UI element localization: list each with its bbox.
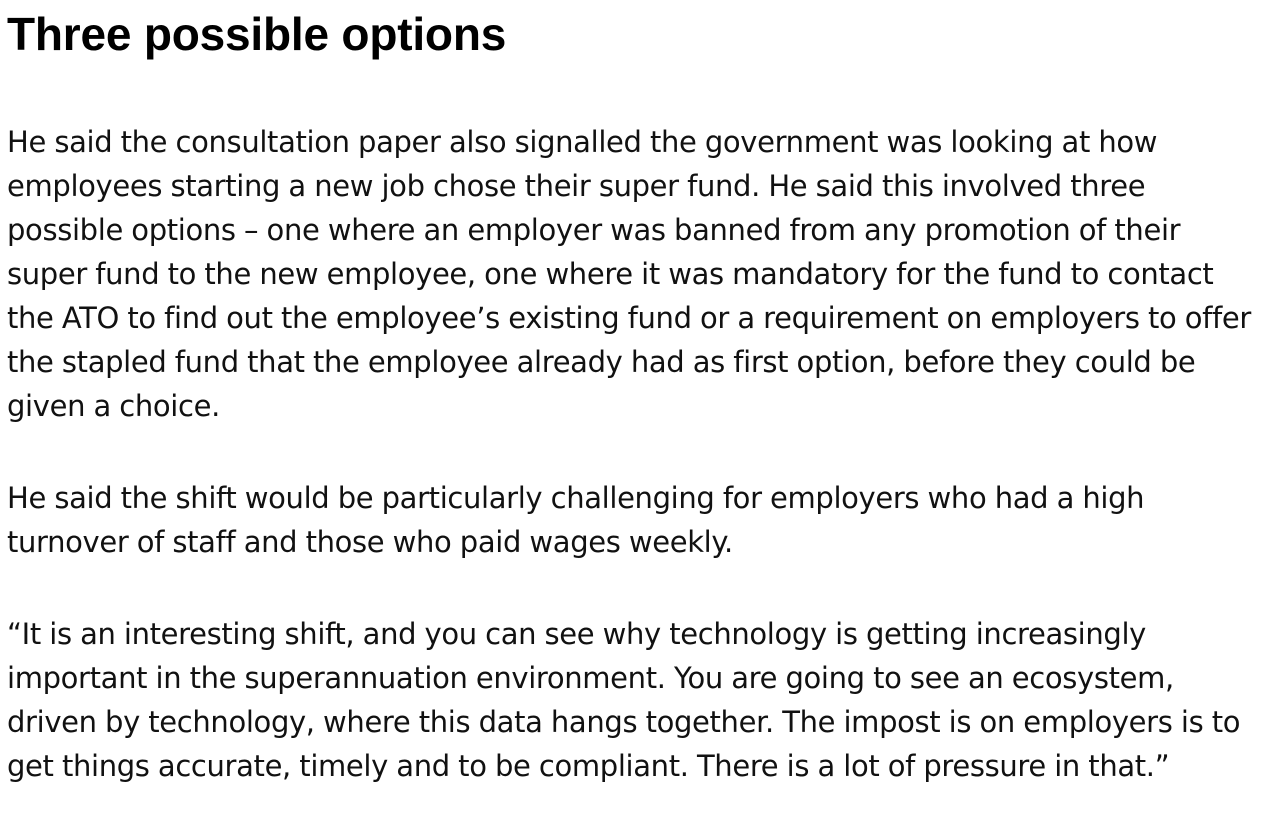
section-heading: Three possible options [7,8,507,60]
paragraph-quote: “It is an interesting shift, and you can see why technology is getting increasingly important in the superannuation environment. You are going to see an ecosystem, driven by technology, where this data hangs together. The impost is on employers is to get things accurate, timely and to be compliant. There is a lot of pressure in that.” [7,617,1241,783]
paragraph-options: He said the consultation paper also signalled the government was looking at how employees starting a new job chose their super fund. He said this involved three possible options – one where an employer was banned from any promotion of their super fund to the new employee, one where it was mandatory for the fund to contact the ATO to find out the employee’s existing fund or a requirement on employers to offer the stapled fund that the employee already had as first option, before they could be given a choice. [7,125,1251,423]
paragraph-shift: He said the shift would be particularly challenging for employers who had a high turnover of staff and those who paid wages weekly. [7,481,1145,559]
